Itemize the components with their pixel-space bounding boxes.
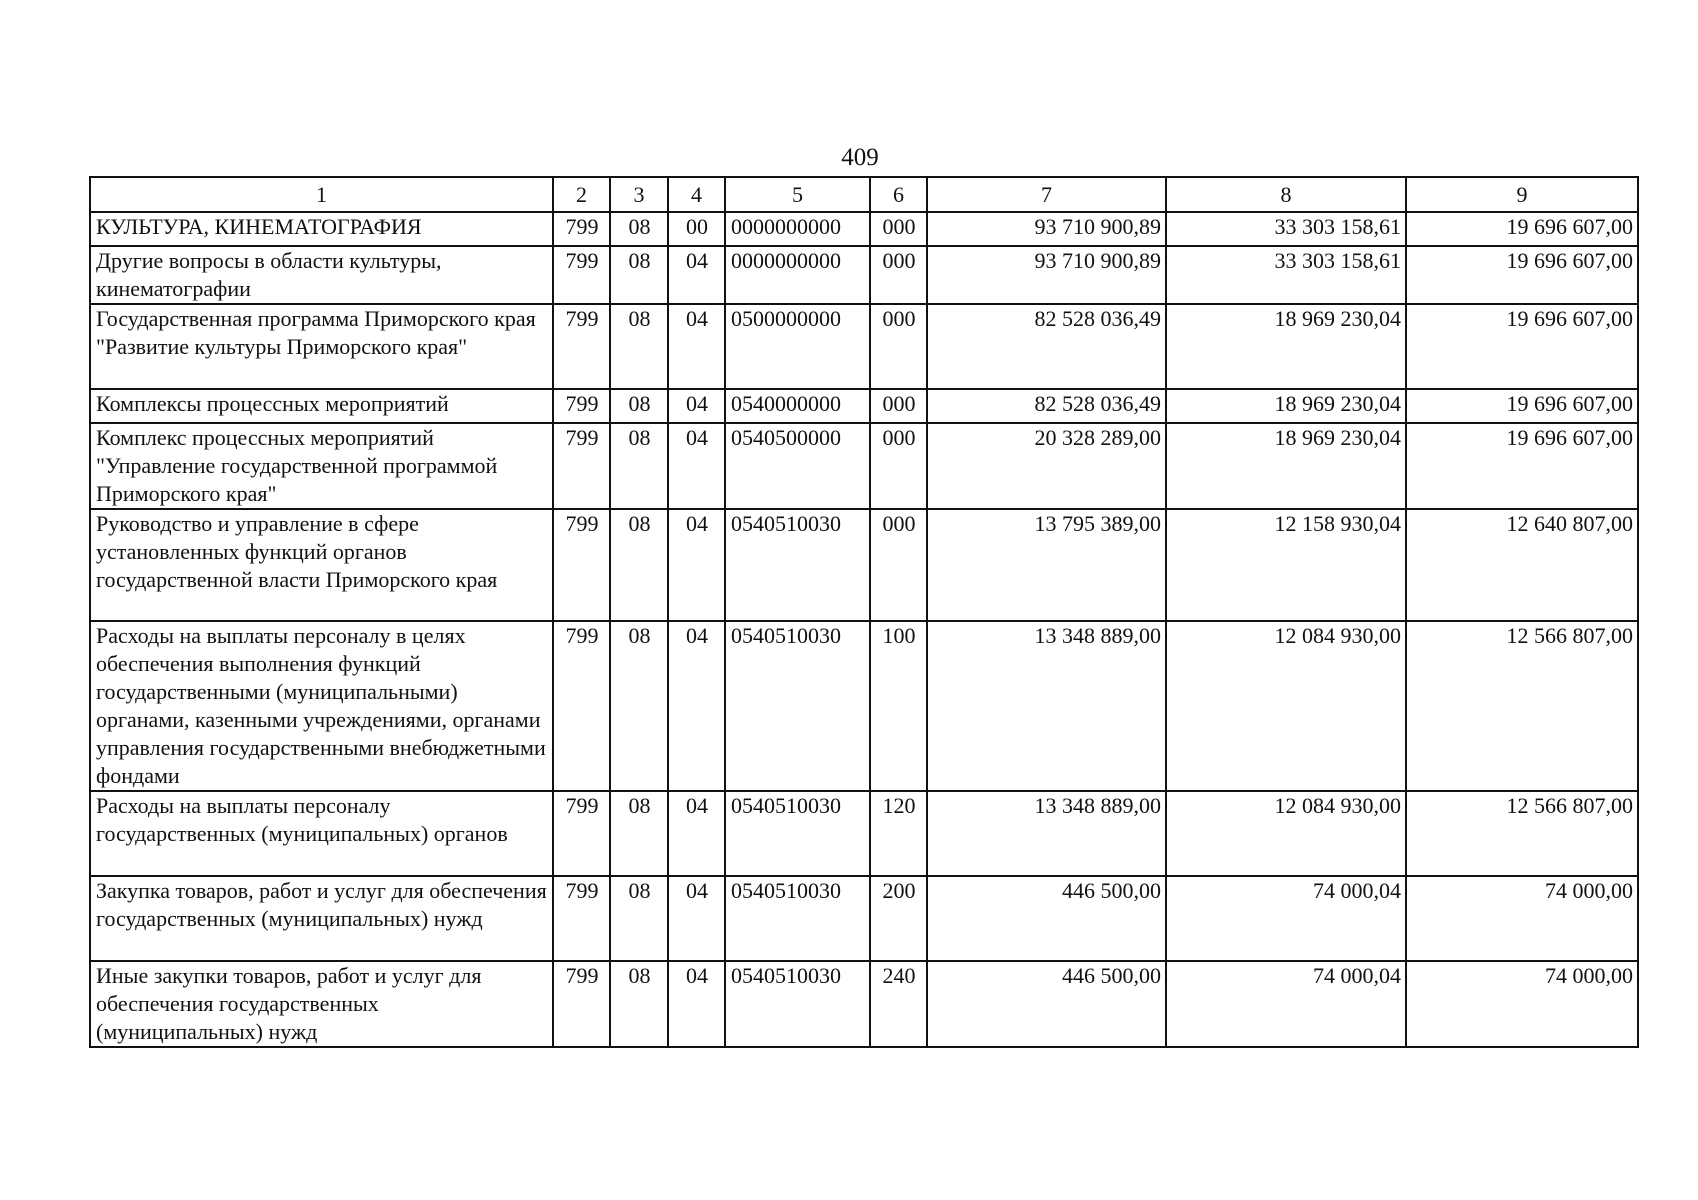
row-amount-col7: 93 710 900,89	[927, 246, 1166, 304]
column-header: 3	[610, 177, 668, 212]
row-department-code: 799	[553, 389, 610, 423]
row-amount-col8: 18 969 230,04	[1166, 389, 1406, 423]
table-row	[90, 961, 1638, 1047]
row-target-article-code: 0540510030	[725, 791, 870, 876]
row-name: КУЛЬТУРА, КИНЕМАТОГРАФИЯ	[90, 212, 553, 246]
row-amount-col8: 12 084 930,00	[1166, 791, 1406, 876]
row-amount-col7: 82 528 036,49	[927, 304, 1166, 389]
row-amount-col7: 13 795 389,00	[927, 509, 1166, 621]
row-name: Руководство и управление в сфере установленных функций органов государственной власти Приморского края	[90, 509, 553, 621]
row-section-code: 08	[610, 961, 668, 1047]
budget-table	[89, 176, 1639, 1048]
row-section-code: 08	[610, 246, 668, 304]
row-target-article-code: 0000000000	[725, 212, 870, 246]
row-name: Другие вопросы в области культуры, кинематографии	[90, 246, 553, 304]
row-subsection-code: 04	[668, 423, 725, 509]
table-row	[90, 509, 1638, 621]
row-name: Комплексы процессных мероприятий	[90, 389, 553, 423]
row-subsection-code: 04	[668, 791, 725, 876]
row-amount-col9: 19 696 607,00	[1406, 389, 1638, 423]
row-amount-col8: 12 084 930,00	[1166, 621, 1406, 791]
row-amount-col7: 82 528 036,49	[927, 389, 1166, 423]
row-amount-col7: 93 710 900,89	[927, 212, 1166, 246]
row-amount-col9: 12 566 807,00	[1406, 791, 1638, 876]
row-department-code: 799	[553, 246, 610, 304]
row-expense-type-code: 000	[870, 212, 927, 246]
row-department-code: 799	[553, 791, 610, 876]
row-subsection-code: 04	[668, 876, 725, 961]
column-header: 5	[725, 177, 870, 212]
table-row	[90, 246, 1638, 304]
row-amount-col8: 33 303 158,61	[1166, 246, 1406, 304]
row-subsection-code: 04	[668, 304, 725, 389]
row-target-article-code: 0540510030	[725, 621, 870, 791]
table-row	[90, 389, 1638, 423]
row-amount-col8: 18 969 230,04	[1166, 423, 1406, 509]
row-target-article-code: 0540000000	[725, 389, 870, 423]
column-header: 8	[1166, 177, 1406, 212]
column-header: 9	[1406, 177, 1638, 212]
row-amount-col7: 13 348 889,00	[927, 791, 1166, 876]
row-expense-type-code: 000	[870, 509, 927, 621]
row-amount-col8: 74 000,04	[1166, 961, 1406, 1047]
table-row	[90, 304, 1638, 389]
row-department-code: 799	[553, 423, 610, 509]
row-section-code: 08	[610, 389, 668, 423]
page-number: 409	[841, 144, 879, 171]
row-expense-type-code: 000	[870, 389, 927, 423]
row-name: Государственная программа Приморского края "Развитие культуры Приморского края"	[90, 304, 553, 389]
row-expense-type-code: 100	[870, 621, 927, 791]
row-target-article-code: 0540510030	[725, 509, 870, 621]
row-subsection-code: 00	[668, 212, 725, 246]
row-amount-col9: 12 640 807,00	[1406, 509, 1638, 621]
row-section-code: 08	[610, 876, 668, 961]
row-subsection-code: 04	[668, 961, 725, 1047]
row-section-code: 08	[610, 621, 668, 791]
row-target-article-code: 0540510030	[725, 961, 870, 1047]
row-expense-type-code: 000	[870, 423, 927, 509]
row-amount-col9: 19 696 607,00	[1406, 423, 1638, 509]
row-department-code: 799	[553, 212, 610, 246]
row-expense-type-code: 000	[870, 246, 927, 304]
column-header: 1	[90, 177, 553, 212]
row-amount-col9: 74 000,00	[1406, 876, 1638, 961]
row-section-code: 08	[610, 304, 668, 389]
row-amount-col7: 13 348 889,00	[927, 621, 1166, 791]
row-subsection-code: 04	[668, 389, 725, 423]
column-header: 7	[927, 177, 1166, 212]
column-header: 6	[870, 177, 927, 212]
row-amount-col9: 19 696 607,00	[1406, 246, 1638, 304]
row-amount-col8: 18 969 230,04	[1166, 304, 1406, 389]
table-row	[90, 212, 1638, 246]
column-header: 2	[553, 177, 610, 212]
row-department-code: 799	[553, 961, 610, 1047]
row-name: Закупка товаров, работ и услуг для обеспечения государственных (муниципальных) нужд	[90, 876, 553, 961]
row-department-code: 799	[553, 876, 610, 961]
row-amount-col8: 33 303 158,61	[1166, 212, 1406, 246]
row-amount-col8: 12 158 930,04	[1166, 509, 1406, 621]
row-section-code: 08	[610, 212, 668, 246]
row-department-code: 799	[553, 304, 610, 389]
table-row	[90, 876, 1638, 961]
row-subsection-code: 04	[668, 246, 725, 304]
column-header: 4	[668, 177, 725, 212]
row-amount-col9: 12 566 807,00	[1406, 621, 1638, 791]
row-amount-col9: 19 696 607,00	[1406, 212, 1638, 246]
row-subsection-code: 04	[668, 621, 725, 791]
row-amount-col9: 74 000,00	[1406, 961, 1638, 1047]
table-row	[90, 423, 1638, 509]
row-name: Расходы на выплаты персоналу государственных (муниципальных) органов	[90, 791, 553, 876]
row-expense-type-code: 200	[870, 876, 927, 961]
row-section-code: 08	[610, 791, 668, 876]
row-amount-col7: 446 500,00	[927, 876, 1166, 961]
table-header-row	[90, 177, 1638, 212]
row-section-code: 08	[610, 423, 668, 509]
row-target-article-code: 0540500000	[725, 423, 870, 509]
row-department-code: 799	[553, 621, 610, 791]
row-name: Иные закупки товаров, работ и услуг для обеспечения государственных (муниципальных) нужд	[90, 961, 553, 1047]
row-target-article-code: 0500000000	[725, 304, 870, 389]
row-amount-col9: 19 696 607,00	[1406, 304, 1638, 389]
table-row	[90, 791, 1638, 876]
row-target-article-code: 0000000000	[725, 246, 870, 304]
row-name: Расходы на выплаты персоналу в целях обеспечения выполнения функций государственными (муниципальными) органами, казенными учреждениями, органами управления государственными внебюджетными фондами	[90, 621, 553, 791]
row-amount-col8: 74 000,04	[1166, 876, 1406, 961]
row-expense-type-code: 120	[870, 791, 927, 876]
row-subsection-code: 04	[668, 509, 725, 621]
row-name: Комплекс процессных мероприятий "Управление государственной программой Приморского края"	[90, 423, 553, 509]
row-target-article-code: 0540510030	[725, 876, 870, 961]
row-section-code: 08	[610, 509, 668, 621]
row-department-code: 799	[553, 509, 610, 621]
row-amount-col7: 20 328 289,00	[927, 423, 1166, 509]
row-amount-col7: 446 500,00	[927, 961, 1166, 1047]
row-expense-type-code: 000	[870, 304, 927, 389]
table-row	[90, 621, 1638, 791]
row-expense-type-code: 240	[870, 961, 927, 1047]
